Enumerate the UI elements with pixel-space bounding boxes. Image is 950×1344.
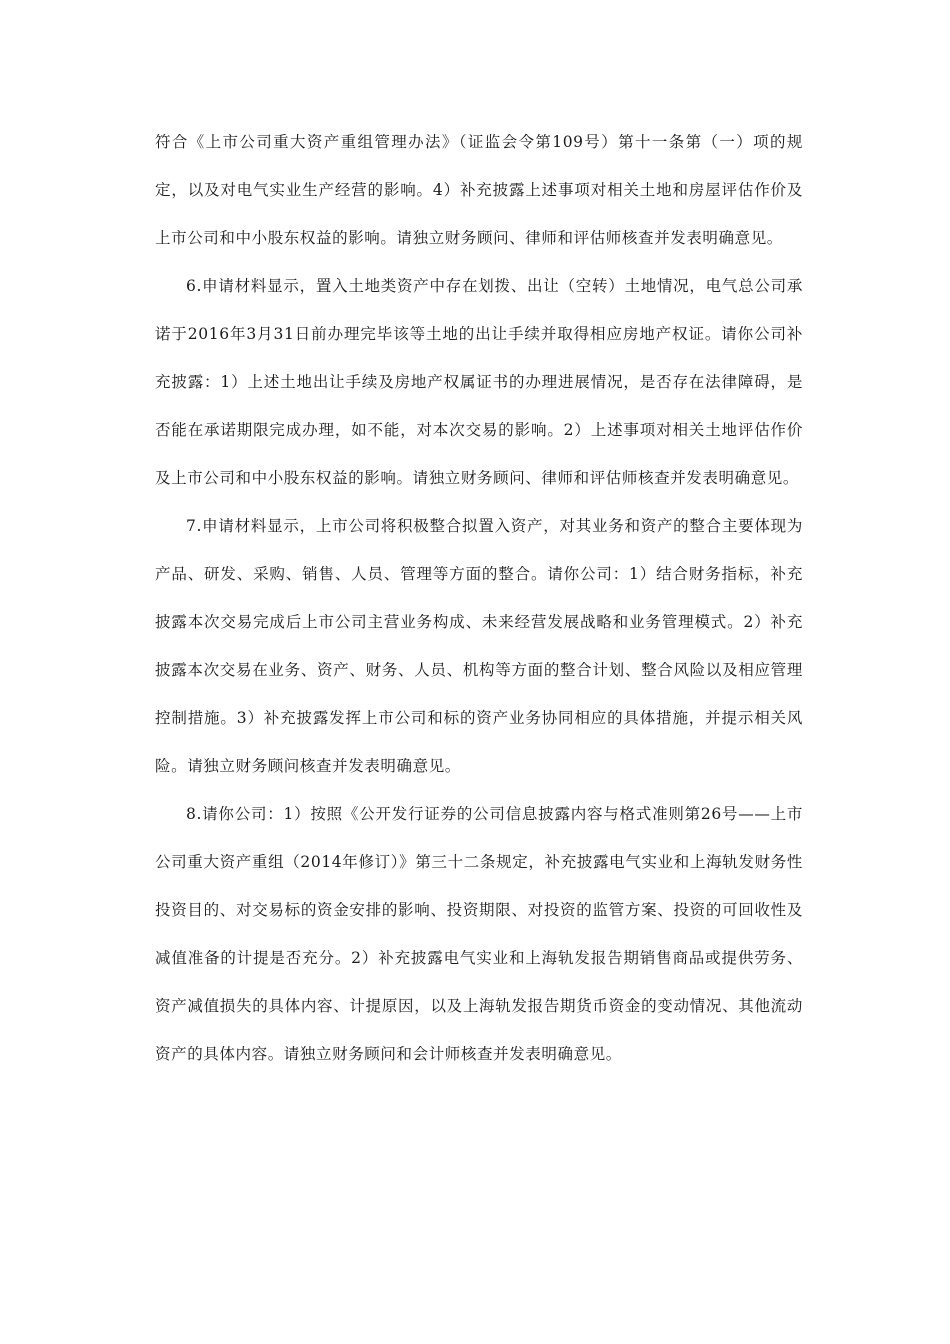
paragraph-item-6: 6.申请材料显示，置入土地类资产中存在划拨、出让（空转）土地情况，电气总公司承诺于2016年3月31日前办理完毕该等土地的出让手续并取得相应房地产权证。请你公司补充披露：1）上述土地出让手续及房地产权属证书的办理进展情况，是否存在法律障碍，是否能在承诺期限完成办理，如不能，对本次交易的影响。2）上述事项对相关土地评估作价及上市公司和中小股东权益的影响。请独立财务顾问、律师和评估师核查并发表明确意见。 <box>155 277 803 487</box>
document-body <box>155 118 803 1078</box>
paragraph-item-8: 8.请你公司：1）按照《公开发行证券的公司信息披露内容与格式准则第26号——上市公司重大资产重组（2014年修订）》第三十二条规定，补充披露电气实业和上海轨发财务性投资目的、对交易标的资金安排的影响、投资期限、对投资的监管方案、投资的可回收性及减值准备的计提是否充分。2）补充披露电气实业和上海轨发报告期销售商品或提供劳务、资产减值损失的具体内容、计提原因，以及上海轨发报告期货币资金的变动情况、其他流动资产的具体内容。请独立财务顾问和会计师核查并发表明确意见。 <box>155 805 803 1063</box>
paragraph-continuation: 符合《上市公司重大资产重组管理办法》（证监会令第109号）第十一条第（一）项的规定，以及对电气实业生产经营的影响。4）补充披露上述事项对相关土地和房屋评估作价及上市公司和中小股东权益的影响。请独立财务顾问、律师和评估师核查并发表明确意见。 <box>155 133 803 247</box>
paragraph-item-7: 7.申请材料显示，上市公司将积极整合拟置入资产，对其业务和资产的整合主要体现为产品、研发、采购、销售、人员、管理等方面的整合。请你公司：1）结合财务指标，补充披露本次交易完成后上市公司主营业务构成、未来经营发展战略和业务管理模式。2）补充披露本次交易在业务、资产、财务、人员、机构等方面的整合计划、整合风险以及相应管理控制措施。3）补充披露发挥上市公司和标的资产业务协同相应的具体措施，并提示相关风险。请独立财务顾问核查并发表明确意见。 <box>155 517 803 775</box>
